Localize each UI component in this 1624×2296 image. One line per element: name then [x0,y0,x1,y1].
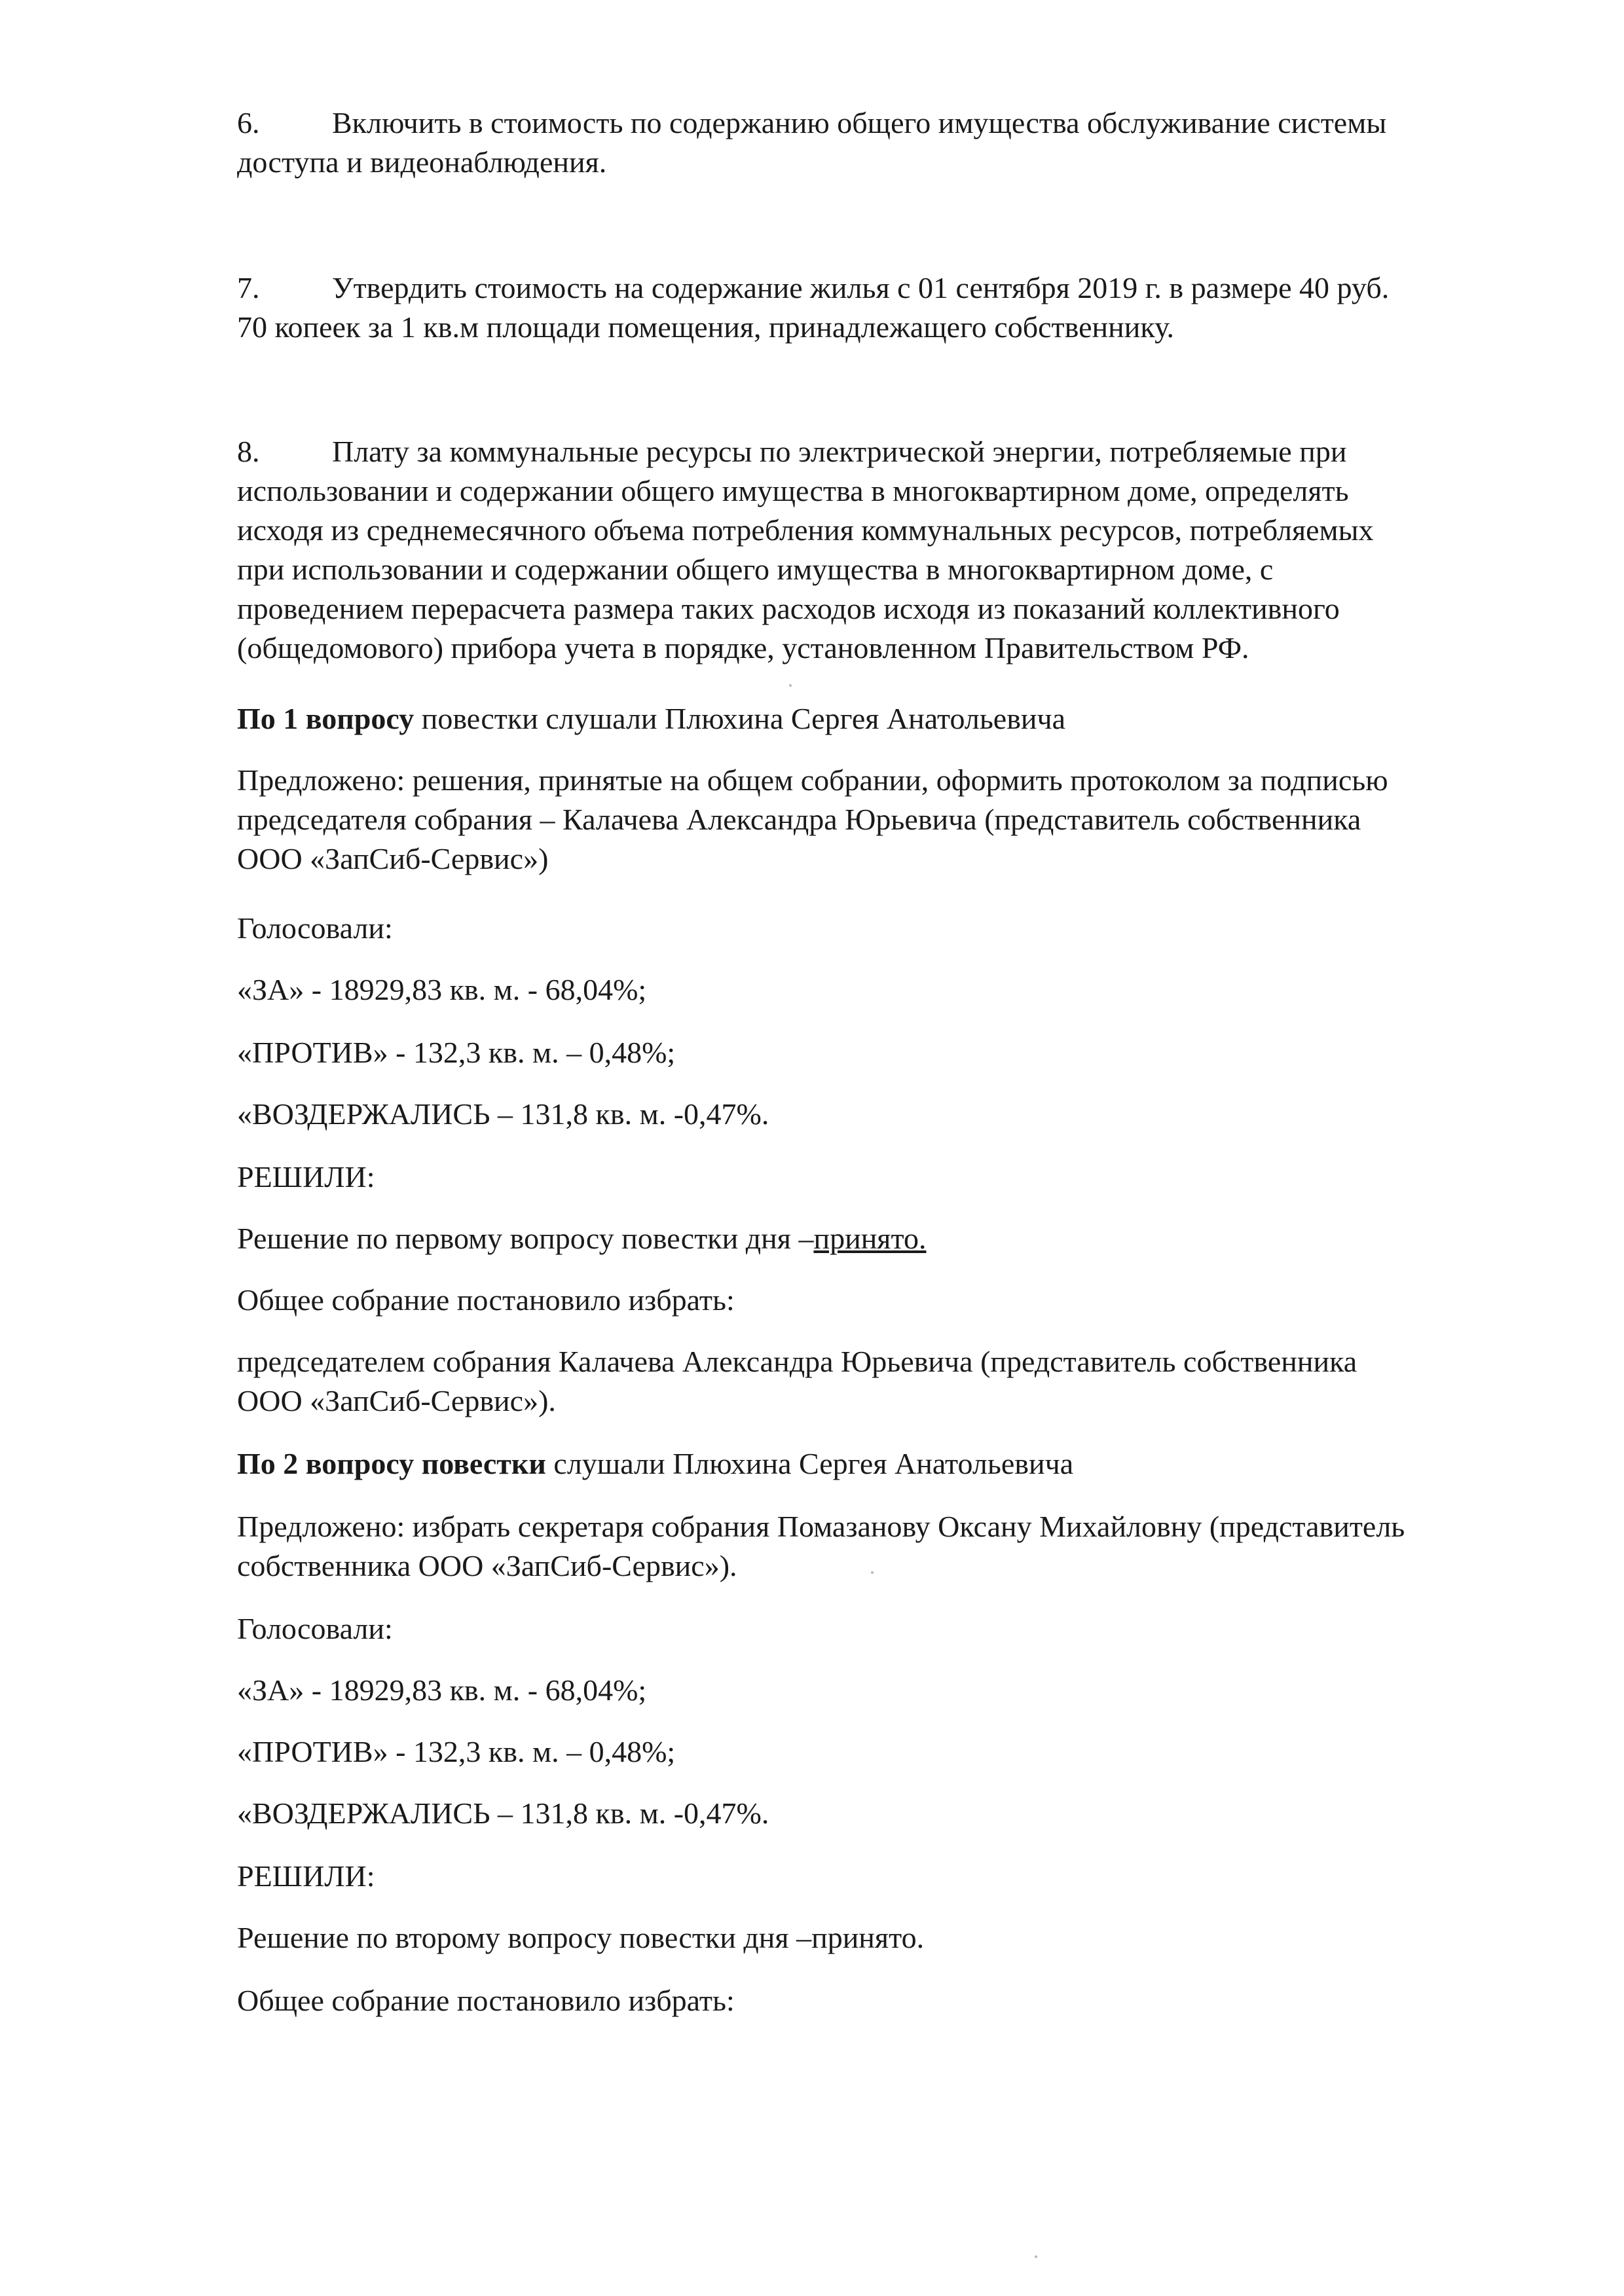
item-number: 6. [237,106,260,139]
q2-heading-bold: По 2 вопросу повестки [237,1447,546,1480]
item-text-line: Утвердить стоимость на содержание жилья с 01 сентября 2019 г. в размере 40 руб. [332,271,1390,304]
q2-decision: Решение по второму вопросу повестки дня –принято. [237,1921,925,1954]
list-item-7 [237,268,1521,347]
q1-heading-rest: повестки слушали Плюхина Сергея Анатольевича [414,702,1066,735]
q1-heading-bold: По 1 вопросу [237,702,415,735]
q2-vote-protiv: «ПРОТИВ» - 132,3 кв. м. – 0,48%; [237,1735,676,1768]
q2-vote-za: «ЗА» - 18929,83 кв. м. - 68,04%; [237,1673,647,1707]
list-item-6 [237,103,1521,182]
q1-proposed-line: ООО «ЗапСиб-Сервис») [237,842,549,875]
item-text-line: доступа и видеонаблюдения. [237,145,607,179]
q2-heading-rest: слушали Плюхина Сергея Анатольевича [545,1447,1074,1480]
item-text-line: использовании и содержании общего имущества в многоквартирном доме, определять [237,474,1349,507]
q2-proposed [237,1507,1521,1586]
q2-proposed-line: Предложено: избрать секретаря собрания Помазанову Оксану Михайловну (представитель [237,1510,1405,1543]
q1-vote-za: «ЗА» - 18929,83 кв. м. - 68,04%; [237,973,647,1006]
scan-speck [871,1571,874,1574]
q1-elected-line: ООО «ЗапСиб-Сервис»). [237,1384,556,1417]
q1-proposed [237,761,1521,879]
scan-speck [1035,2255,1037,2258]
q1-decision [237,1219,1521,1258]
q1-vote-vozderzh: «ВОЗДЕРЖАЛИСЬ – 131,8 кв. м. -0,47%. [237,1097,769,1131]
item-number: 8. [237,435,260,468]
item-text-line: Плату за коммунальные ресурсы по электрической энергии, потребляемые при [332,435,1347,468]
list-item-8 [237,432,1521,668]
q2-proposed-line: собственника ООО «ЗапСиб-Сервис»). [237,1549,737,1582]
item-text-line: Включить в стоимость по содержанию общего имущества обслуживание системы [332,106,1387,139]
item-number: 7. [237,271,260,304]
q1-decided-label: РЕШИЛИ: [237,1160,375,1194]
q1-voted-label: Голосовали: [237,911,393,945]
item-text-line: исходя из среднемесячного объема потребления коммунальных ресурсов, потребляемых [237,513,1374,547]
q1-elected [237,1342,1521,1421]
q2-heading [237,1444,1521,1484]
q2-vote-vozderzh: «ВОЗДЕРЖАЛИСЬ – 131,8 кв. м. -0,47%. [237,1796,769,1830]
q1-vote-protiv: «ПРОТИВ» - 132,3 кв. м. – 0,48%; [237,1036,676,1069]
q2-decided-label: РЕШИЛИ: [237,1859,375,1893]
q1-proposed-line: Предложено: решения, принятые на общем собрании, оформить протоколом за подписью [237,763,1388,797]
item-text-line: при использовании и содержании общего имущества в многоквартирном доме, с [237,553,1274,586]
item-text-line: проведением перерасчета размера таких расходов исходя из показаний коллективного [237,592,1340,625]
item-text-line: (общедомового) прибора учета в порядке, установленном Правительством РФ. [237,631,1249,665]
q1-heading [237,699,1521,738]
q1-decision-status: принято. [813,1222,927,1255]
q1-proposed-line: председателя собрания – Калачева Александра Юрьевича (представитель собственника [237,803,1361,836]
q1-decision-text: Решение по первому вопросу повестки дня – [237,1222,814,1255]
q1-elected-line: председателем собрания Калачева Александра Юрьевича (представитель собственника [237,1345,1357,1378]
item-text-line: 70 копеек за 1 кв.м площади помещения, принадлежащего собственнику. [237,310,1174,344]
q2-voted-label: Голосовали: [237,1612,393,1645]
q1-assembly: Общее собрание постановило избрать: [237,1283,735,1317]
scan-speck [789,684,792,687]
q2-assembly: Общее собрание постановило избрать: [237,1984,735,2017]
